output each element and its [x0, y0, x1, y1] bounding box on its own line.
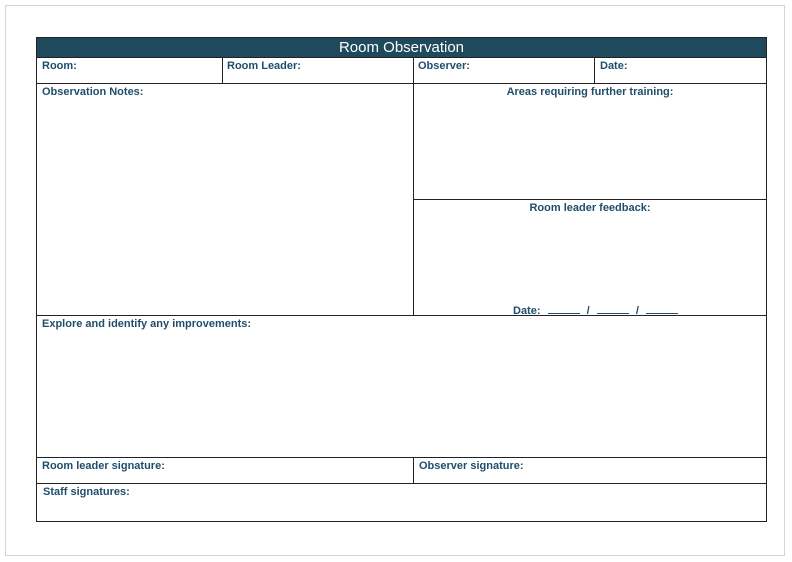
room-leader-field[interactable] [223, 58, 414, 84]
observer-field[interactable] [414, 58, 595, 84]
room-leader-feedback-area[interactable] [414, 200, 766, 316]
date-separator: / [586, 305, 590, 317]
feedback-date-month-blank[interactable] [597, 304, 629, 314]
document-page [5, 5, 785, 556]
room-leader-feedback-label: Room leader feedback: [529, 202, 651, 214]
room-observation-form [36, 37, 767, 522]
room-leader-label: Room Leader: [227, 60, 301, 72]
staff-signatures-field[interactable] [37, 484, 766, 521]
feedback-date-day-blank[interactable] [548, 304, 580, 314]
feedback-date-year-blank[interactable] [646, 304, 678, 314]
date-label: Date: [600, 60, 628, 72]
observer-signature-field[interactable] [414, 458, 766, 484]
room-leader-signature-field[interactable] [37, 458, 414, 484]
room-label: Room: [42, 60, 77, 72]
date-separator: / [635, 305, 639, 317]
observation-notes-area[interactable] [37, 84, 414, 316]
observer-label: Observer: [418, 60, 470, 72]
room-leader-signature-label: Room leader signature: [42, 460, 165, 472]
training-areas-label: Areas requiring further training: [506, 86, 674, 98]
improvements-area[interactable] [37, 316, 766, 458]
staff-signatures-label: Staff signatures: [43, 486, 130, 498]
observer-signature-label: Observer signature: [419, 460, 524, 472]
date-field[interactable] [595, 58, 766, 84]
observation-notes-label: Observation Notes: [42, 86, 144, 98]
room-field[interactable] [37, 58, 223, 84]
feedback-date-label: Date: [513, 305, 541, 317]
improvements-label: Explore and identify any improvements: [42, 318, 252, 330]
training-areas-area[interactable] [414, 84, 766, 200]
form-title: Room Observation [37, 38, 766, 58]
